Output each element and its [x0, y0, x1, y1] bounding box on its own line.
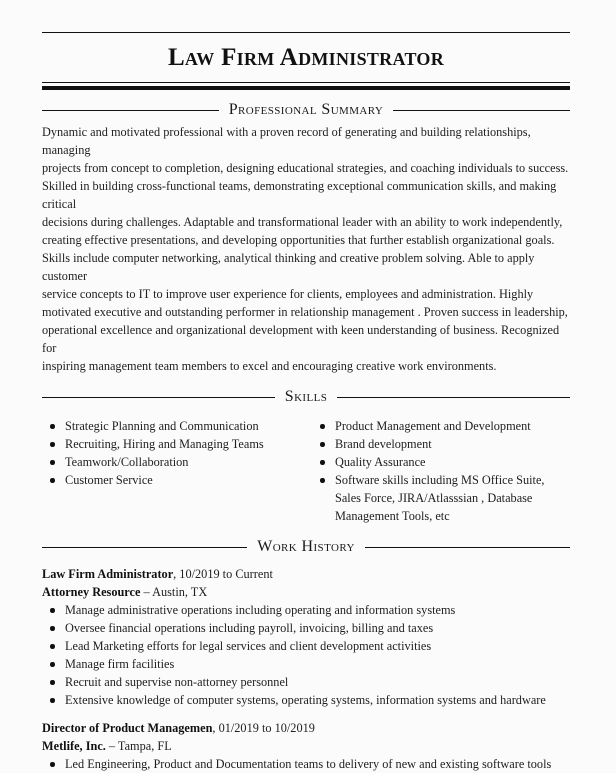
job-duty: Extensive knowledge of computer systems, operating systems, information systems and hardware — [48, 691, 570, 709]
job-company: Attorney Resource — [42, 585, 141, 599]
job-duty: Manage firm facilities — [48, 655, 570, 673]
summary-line: Skilled in building cross-functional teams, demonstrating exceptional communication skills, and making critical — [42, 179, 557, 211]
professional-summary-section — [42, 98, 570, 375]
heading-rule-left — [42, 110, 219, 111]
skills-list-left — [42, 417, 300, 525]
heading-rule-left — [42, 547, 247, 548]
section-heading-label: Work History — [257, 538, 355, 555]
resume-title: Law Firm Administrator — [167, 44, 445, 71]
skills-list-right — [300, 417, 570, 525]
resume-page — [42, 32, 570, 773]
job-entry — [42, 565, 570, 709]
summary-line: creating effective presentations, and developing opportunities that further establish organizational goals. — [42, 233, 555, 247]
job-title-line — [42, 565, 570, 583]
heading-rule-right — [337, 397, 570, 398]
job-company: Metlife, Inc. — [42, 739, 106, 753]
job-duties-list — [42, 601, 570, 709]
summary-line: projects from concept to completion, designing educational strategies, and coaching individuals to success. — [42, 161, 569, 175]
job-title: Law Firm Administrator — [42, 567, 174, 581]
header-thin-rule — [42, 82, 570, 83]
summary-line: motivated executive and outstanding performer in relationship management . Proven success in leadership, — [42, 305, 568, 319]
skills-columns — [42, 417, 570, 525]
skill-item: Product Management and Development — [318, 417, 570, 435]
job-duty: Oversee financial operations including payroll, invoicing, billing and taxes — [48, 619, 570, 637]
skill-item: Software skills including MS Office Suite, Sales Force, JIRA/Atlasssian , Database Management Tools, etc — [318, 471, 570, 525]
job-title-line — [42, 719, 570, 737]
header-thick-rule — [42, 86, 570, 90]
job-duty: Manage administrative operations including operating and information systems — [48, 601, 570, 619]
heading-rule-right — [393, 110, 570, 111]
summary-line: decisions during challenges. Adaptable and transformational leader with an ability to work independently, — [42, 215, 563, 229]
job-duties-list — [42, 755, 570, 773]
job-duty: Recruit and supervise non-attorney personnel — [48, 673, 570, 691]
heading-rule-right — [365, 547, 570, 548]
skills-section — [42, 385, 570, 525]
section-heading-label: Skills — [284, 388, 328, 405]
job-company-line — [42, 737, 570, 755]
summary-line: inspiring management team members to excel and encouraging creative work environments. — [42, 359, 497, 373]
summary-line: operational excellence and organizational development with keen understanding of business. Recognized for — [42, 323, 560, 355]
job-duty: Lead Marketing efforts for legal services and client development activities — [48, 637, 570, 655]
job-title: Director of Product Managemen — [42, 721, 213, 735]
skill-item: Recruiting, Hiring and Managing Teams — [48, 435, 300, 453]
heading-rule-left — [42, 397, 275, 398]
skill-item: Quality Assurance — [318, 453, 570, 471]
skill-item: Customer Service — [48, 471, 300, 489]
section-heading — [42, 535, 570, 559]
skill-item: Strategic Planning and Communication — [48, 417, 300, 435]
job-location: – Austin, TX — [140, 585, 208, 599]
section-heading — [42, 98, 570, 122]
section-heading-label: Professional Summary — [228, 101, 384, 118]
job-duty: Led Engineering, Product and Documentation teams to delivery of new and existing software tools — [48, 755, 570, 773]
skill-item: Teamwork/Collaboration — [48, 453, 300, 471]
job-entry — [42, 719, 570, 773]
section-heading — [42, 385, 570, 409]
job-dates: , 01/2019 to 10/2019 — [212, 721, 315, 735]
summary-line: Dynamic and motivated professional with a proven record of generating and building relationships, managing — [42, 125, 531, 157]
job-dates: , 10/2019 to Current — [173, 567, 273, 581]
job-location: – Tampa, FL — [105, 739, 172, 753]
summary-line: service concepts to IT to improve user experience for clients, employees and administration. Highly — [42, 287, 534, 301]
job-company-line — [42, 583, 570, 601]
work-history-section — [42, 535, 570, 773]
summary-line: Skills include computer networking, analytical thinking and creative problem solving. Able to apply customer — [42, 251, 535, 283]
summary-paragraph — [42, 123, 570, 375]
skill-item: Brand development — [318, 435, 570, 453]
